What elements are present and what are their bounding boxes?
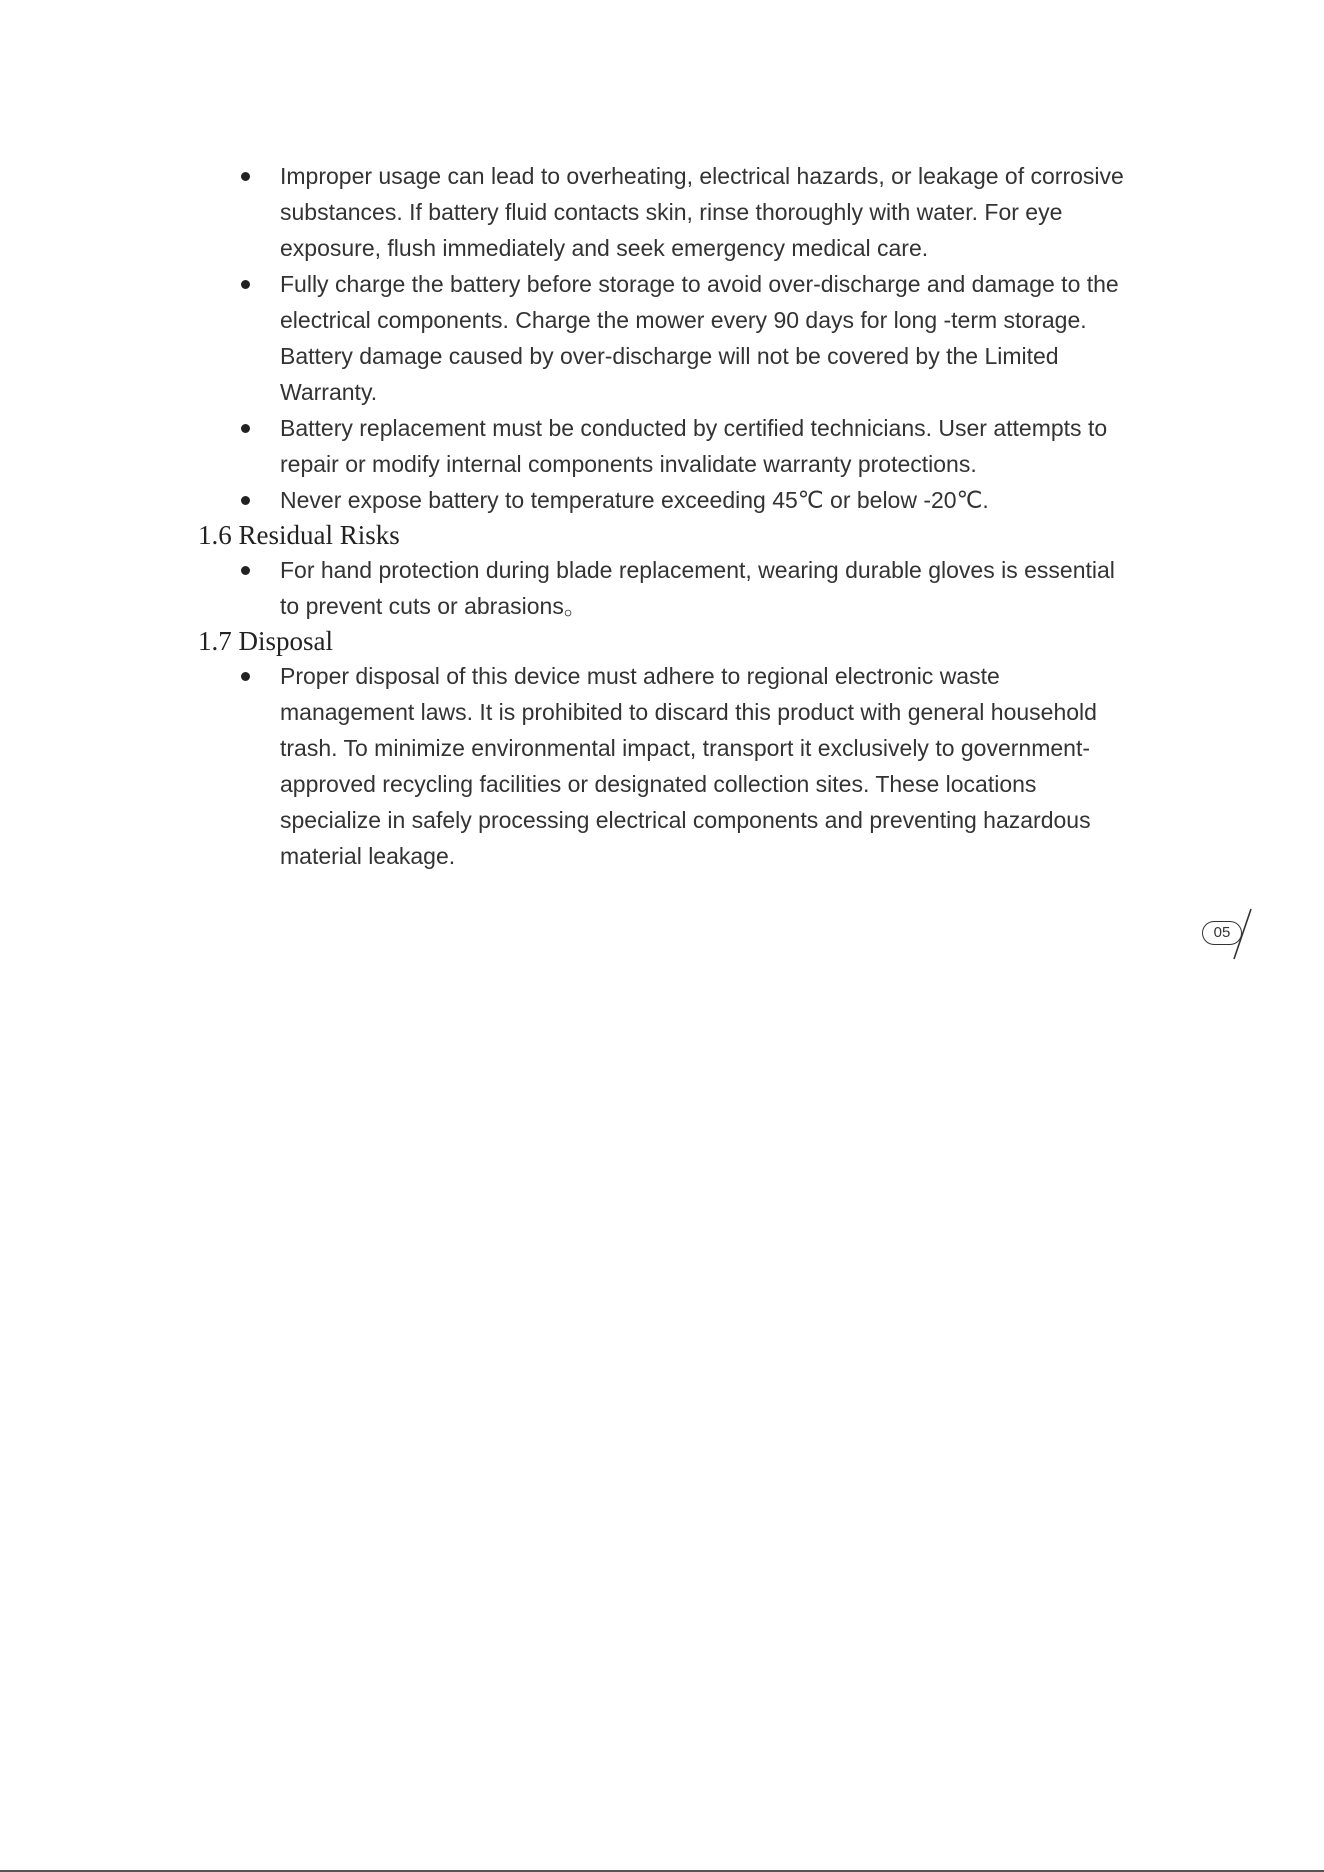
list-item [198, 266, 1128, 410]
list-item [198, 552, 1128, 624]
disposal-list [198, 658, 1128, 874]
list-item-text: Improper usage can lead to overheating, electrical hazards, or leakage of corrosive substances. If battery fluid contacts skin, rinse thoroughly with water. For eye exposure, flush immediately and seek emergency medical care. [280, 163, 1124, 261]
list-item [198, 158, 1128, 266]
section-heading-disposal: 1.7 Disposal [198, 626, 333, 656]
list-item-text: Fully charge the battery before storage to avoid over-discharge and damage to the electrical components. Charge the mower every 90 days for long -term storage. Battery damage caused by over-discharge will not be covered by the Limited Warranty. [280, 271, 1119, 405]
list-item-text: Never expose battery to temperature exceeding 45℃ or below -20℃. [280, 487, 989, 513]
residual-risks-list [198, 552, 1128, 624]
bullet-icon [241, 172, 250, 181]
list-item-text: For hand protection during blade replacement, wearing durable gloves is essential to prevent cuts or abrasions。 [280, 557, 1115, 619]
list-item [198, 658, 1128, 874]
page-number: 05 [1213, 924, 1231, 941]
section-heading-residual-risks: 1.6 Residual Risks [198, 520, 400, 550]
bullet-icon [241, 280, 250, 289]
list-item-text: Battery replacement must be conducted by certified technicians. User attempts to repair or modify internal components invalidate warranty protections. [280, 415, 1108, 477]
bullet-icon [241, 566, 250, 575]
page-number-badge [1200, 907, 1256, 963]
list-item [198, 410, 1128, 482]
bullet-icon [241, 424, 250, 433]
battery-safety-list [198, 158, 1128, 518]
list-item [198, 482, 1128, 518]
bullet-icon [241, 672, 250, 681]
list-item-text: Proper disposal of this device must adhere to regional electronic waste management laws. It is prohibited to discard this product with general household trash. To minimize environmental impact, transport it exclusively to government-approved recycling facilities or designated collection sites. These locations specialize in safely processing electrical components and preventing hazardous material leakage. [280, 663, 1097, 869]
bullet-icon [241, 496, 250, 505]
page-content [198, 158, 1128, 874]
